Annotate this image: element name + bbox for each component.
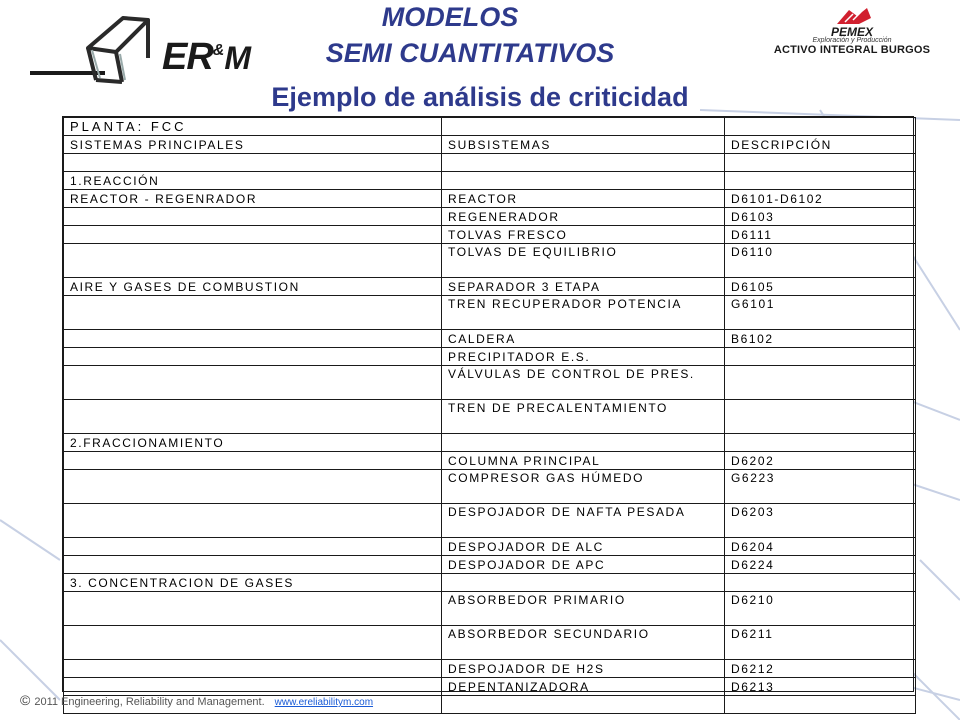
table-row [64,190,916,208]
table-row [64,556,916,574]
plant-row-empty [725,118,916,136]
cell-system [64,452,442,470]
column-header-subsystems: SUBSISTEMAS [442,136,725,154]
column-header-systems: SISTEMAS PRINCIPALES [64,136,442,154]
cell-description [725,400,916,434]
cell-system [64,348,442,366]
page-subtitle: Ejemplo de análisis de criticidad [271,82,689,112]
cell-subsystem: DESPOJADOR DE H2S [442,660,725,678]
table-row [64,626,916,660]
table-row [64,154,916,172]
cell-description: D6204 [725,538,916,556]
logo-m: M [224,40,252,76]
cell-system [64,660,442,678]
cell-system [64,366,442,400]
table-row [64,470,916,504]
cell-system: REACTOR - REGENRADOR [64,190,442,208]
cell-description [725,696,916,714]
table-row [64,330,916,348]
cell-system [64,400,442,434]
cell-subsystem: DEPENTANIZADORA [442,678,725,696]
cell-system [64,626,442,660]
cell-subsystem: DESPOJADOR DE APC [442,556,725,574]
table-row [64,278,916,296]
cell-subsystem: ABSORBEDOR PRIMARIO [442,592,725,626]
plant-row-empty [442,118,725,136]
table-row [64,296,916,330]
cell-subsystem: COLUMNA PRINCIPAL [442,452,725,470]
copyright-symbol: © [20,692,31,708]
pemex-unit-label: ACTIVO INTEGRAL BURGOS [773,44,931,56]
cell-description: D6110 [725,244,916,278]
cell-description [725,154,916,172]
table-row [64,434,916,452]
cell-subsystem: TOLVAS DE EQUILIBRIO [442,244,725,278]
cell-subsystem [442,434,725,452]
cell-subsystem: COMPRESOR GAS HÚMEDO [442,470,725,504]
cell-description: D6210 [725,592,916,626]
cell-subsystem: DESPOJADOR DE ALC [442,538,725,556]
erm-frame-logo-icon [78,8,158,88]
table-row [64,348,916,366]
cell-description: D6101-D6102 [725,190,916,208]
table-row [64,452,916,470]
cell-description: D6105 [725,278,916,296]
cell-description: D6213 [725,678,916,696]
cell-description [725,172,916,190]
footer-text: 2011 Engineering, Reliability and Management. [34,696,265,708]
table-row [64,574,916,592]
footer [20,692,373,708]
cell-subsystem: CALDERA [442,330,725,348]
cell-description: G6223 [725,470,916,504]
cell-description: D6211 [725,626,916,660]
cell-subsystem: ABSORBEDOR SECUNDARIO [442,626,725,660]
table-row [64,244,916,278]
cell-subsystem: TOLVAS FRESCO [442,226,725,244]
cell-system: 3. CONCENTRACION DE GASES [64,574,442,592]
table-row [64,592,916,626]
pemex-brand [762,4,942,66]
cell-description: B6102 [725,330,916,348]
footer-link[interactable]: www.ereliabilitym.com [274,697,374,708]
table-row [64,208,916,226]
cell-subsystem [442,154,725,172]
pemex-wordmark: PEMEX [830,25,874,38]
cell-system: 1.REACCIÓN [64,172,442,190]
cell-system [64,226,442,244]
cell-description: D6212 [725,660,916,678]
cell-subsystem [442,172,725,190]
cell-subsystem: DESPOJADOR DE NAFTA PESADA [442,504,725,538]
cell-system [64,154,442,172]
table-header-row [64,136,916,154]
logo-er: ER [162,36,213,78]
table-row [64,226,916,244]
cell-description [725,434,916,452]
table-row [64,504,916,538]
cell-description: D6103 [725,208,916,226]
cell-subsystem: REACTOR [442,190,725,208]
cell-description [725,348,916,366]
cell-description: D6224 [725,556,916,574]
cell-system [64,538,442,556]
cell-subsystem [442,574,725,592]
cell-description: D6202 [725,452,916,470]
cell-system [64,296,442,330]
cell-subsystem: REGENERADOR [442,208,725,226]
title-line-2: SEMI CUANTITATIVOS [325,38,615,68]
erm-logo-wordmark [162,36,251,76]
cell-system [64,470,442,504]
cell-system: AIRE Y GASES DE COMBUSTION [64,278,442,296]
table-row [64,366,916,400]
cell-description: D6203 [725,504,916,538]
cell-system [64,504,442,538]
cell-description [725,366,916,400]
table-row [64,538,916,556]
title-line-1: MODELOS [381,2,519,32]
cell-subsystem: VÁLVULAS DE CONTROL DE PRES. [442,366,725,400]
cell-system [64,244,442,278]
cell-system [64,208,442,226]
plant-label: PLANTA: FCC [64,118,442,136]
table-row [64,660,916,678]
cell-subsystem: TREN RECUPERADOR POTENCIA [442,296,725,330]
cell-system [64,592,442,626]
plant-row [64,118,916,136]
column-header-description: DESCRIPCIÓN [725,136,916,154]
logo-amp: & [212,42,225,59]
criticality-grid [63,117,916,714]
cell-system [64,556,442,574]
cell-description [725,574,916,592]
cell-subsystem [442,696,725,714]
cell-description: G6101 [725,296,916,330]
criticality-table [62,116,914,692]
pemex-tagline: Exploración y Producción [812,37,892,44]
table-row [64,172,916,190]
table-row [64,400,916,434]
cell-system [64,330,442,348]
cell-subsystem: SEPARADOR 3 ETAPA [442,278,725,296]
cell-subsystem: TREN DE PRECALENTAMIENTO [442,400,725,434]
cell-subsystem: PRECIPITADOR E.S. [442,348,725,366]
cell-description: D6111 [725,226,916,244]
cell-system: 2.FRACCIONAMIENTO [64,434,442,452]
pemex-eagle-icon [797,4,907,38]
